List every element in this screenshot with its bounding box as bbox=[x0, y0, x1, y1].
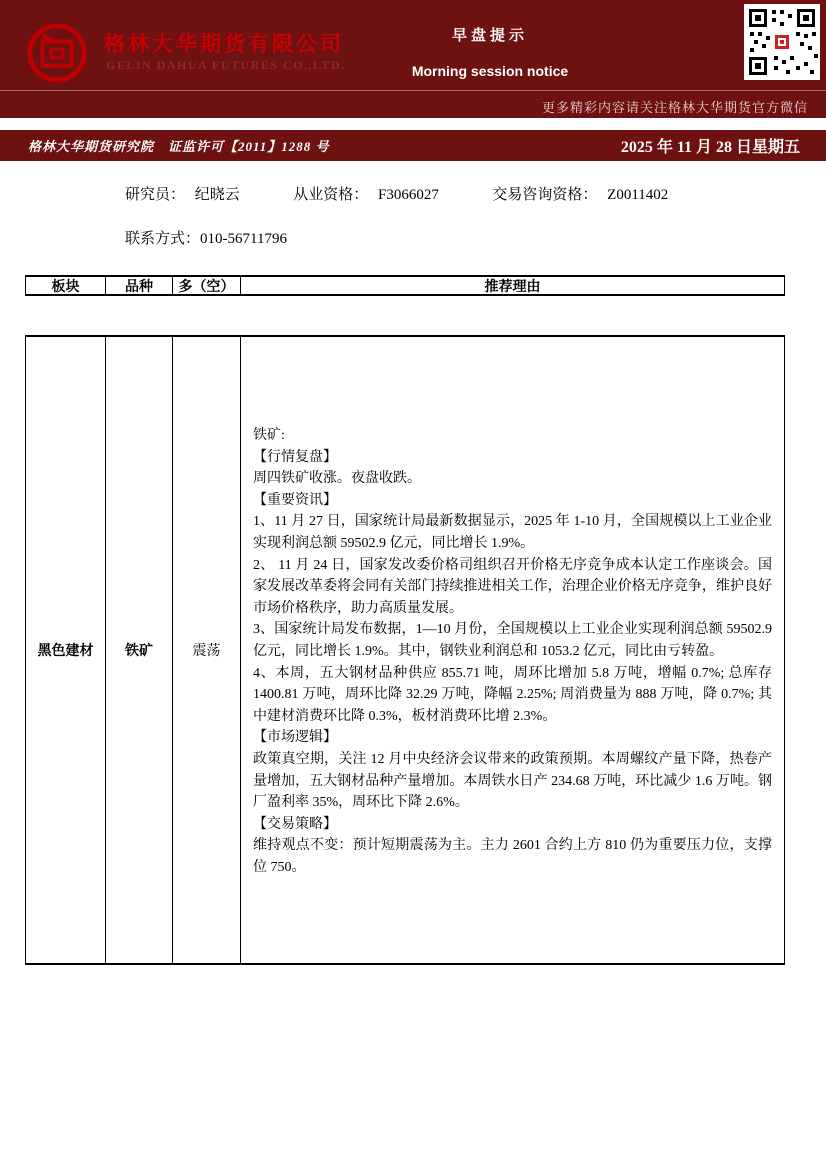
cell-reason bbox=[241, 337, 784, 963]
reason-paragraph: 【行情复盘】 bbox=[253, 449, 337, 465]
notice-title-en: Morning session notice bbox=[411, 63, 569, 79]
top-header-band bbox=[0, 0, 826, 118]
reason-paragraph: 3、国家统计局发布数据，1—10 月份，全国规模以上工业企业实现利润总额 59502.9 亿元，同比增长 1.9%。其中，钢铁业利润总和 1053.2 亿元，同比由亏转盈。 bbox=[253, 622, 772, 659]
qualification-value: F3066027 bbox=[378, 187, 439, 203]
reason-paragraph: 【重要资讯】 bbox=[253, 492, 337, 508]
reason-paragraph: 周四铁矿收涨。夜盘收跌。 bbox=[253, 471, 421, 487]
cell-sector: 黑色建材 bbox=[26, 337, 106, 963]
col-header-variety: 品种 bbox=[106, 277, 173, 294]
advice-qualification-value: Z0011402 bbox=[607, 187, 669, 203]
reason-paragraph: 【交易策略】 bbox=[253, 816, 337, 832]
company-name-en: GELIN DAHUA FUTURES CO.,LTD. bbox=[106, 58, 346, 72]
wechat-follow-note: 更多精彩内容请关注格林大华期货官方微信 bbox=[541, 100, 808, 115]
reason-paragraph: 2、 11 月 24 日，国家发改委价格司组织召开价格无序竞争成本认定工作座谈会。国家发展改革委将会同有关部门持续推进相关工作，治理企业价格无序竞争，维护良好市场价格秩序，助力高质量发展。 bbox=[253, 557, 772, 616]
notice-title-block bbox=[340, 24, 640, 79]
researcher-info-line bbox=[125, 183, 674, 204]
report-date: 2025 年 11 月 28 日星期五 bbox=[620, 139, 800, 156]
company-logo-icon bbox=[26, 22, 88, 84]
notice-title-cn: 早盘提示 bbox=[451, 28, 528, 44]
cell-variety: 铁矿 bbox=[106, 337, 173, 963]
sub-header-band bbox=[0, 130, 826, 161]
col-header-reason: 推荐理由 bbox=[484, 279, 541, 295]
reason-paragraph: 4、本周，五大钢材品种供应 855.71 吨，周环比增加 5.8 万吨，增幅 0.7%; 总库存 1400.81 万吨，周环比降 32.29 万吨，降幅 2.25%; 周消费量为 888 万吨，降 0.7%; 其中建材消费环比降 0.3%，板材消费环比增 2.3%。 bbox=[253, 665, 772, 724]
researcher-name: 纪晓云 bbox=[194, 187, 240, 203]
qualification-label: 从业资格： bbox=[293, 187, 369, 203]
advice-qualification-label: 交易咨询资格： bbox=[492, 187, 598, 203]
cell-position: 震荡 bbox=[173, 337, 241, 963]
reason-paragraph: 政策真空期，关注 12 月中央经济会议带来的政策预期。本周螺纹产量下降，热卷产量增加，五大钢材品种产量增加。本周铁水日产 234.68 万吨，环比减少 1.6 万吨。钢厂盈利率 35%，周环比下降 2.6%。 bbox=[253, 751, 772, 811]
table-row bbox=[25, 335, 785, 965]
company-name-cn: 格林大华期货有限公司 bbox=[104, 32, 344, 56]
col-header-sector: 板块 bbox=[26, 277, 106, 294]
reason-paragraph: 维持观点不变：预计短期震荡为主。主力 2601 合约上方 810 仍为重要压力位，支撑位 750。 bbox=[253, 838, 772, 875]
reason-paragraph: 【市场逻辑】 bbox=[253, 730, 337, 746]
wechat-qr-code-icon bbox=[744, 4, 820, 80]
reason-paragraph: 铁矿: bbox=[253, 428, 285, 443]
table-header-row bbox=[25, 275, 785, 296]
research-institute-license: 格林大华期货研究院 证监许可【2011】1288 号 bbox=[28, 139, 330, 154]
researcher-label: 研究员： bbox=[125, 187, 186, 203]
reason-paragraph: 1、11 月 27 日，国家统计局最新数据显示，2025 年 1-10 月，全国规模以上工业企业实现利润总额 59502.9 亿元，同比增长 1.9%。 bbox=[253, 514, 772, 551]
header-divider bbox=[0, 90, 826, 91]
col-header-position: 多（空） bbox=[173, 277, 241, 294]
contact-line: 联系方式：010-56711796 bbox=[125, 231, 287, 247]
